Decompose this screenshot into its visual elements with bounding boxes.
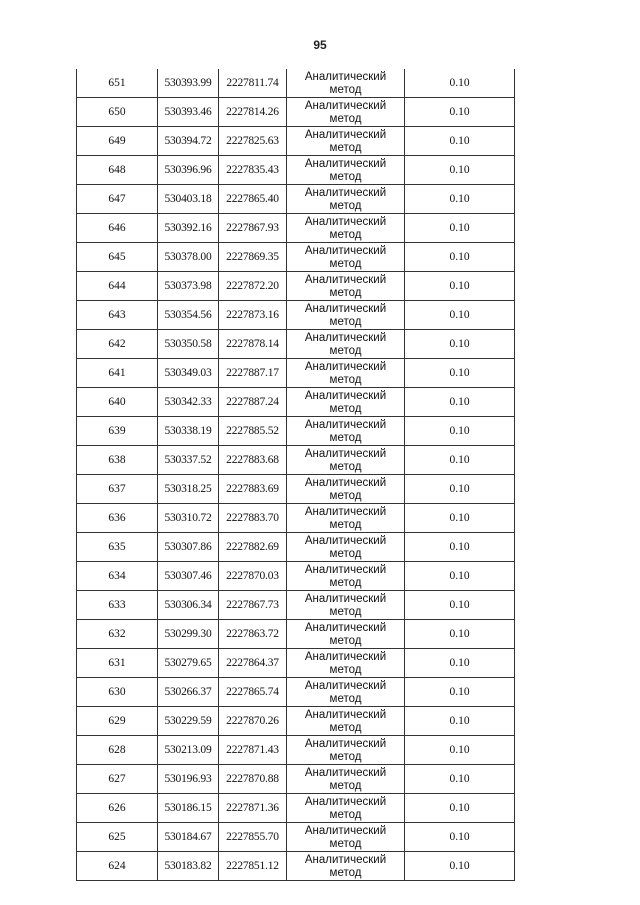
accuracy-cell: 0.10 xyxy=(405,359,515,388)
method-cell xyxy=(287,388,405,417)
y-coordinate-cell: 2227873.16 xyxy=(219,301,287,330)
table-row xyxy=(77,620,515,649)
point-number-cell: 629 xyxy=(77,707,158,736)
method-cell xyxy=(287,243,405,272)
method-cell xyxy=(287,98,405,127)
accuracy-cell: 0.10 xyxy=(405,504,515,533)
x-coordinate-cell: 530338.19 xyxy=(158,417,219,446)
table-row xyxy=(77,98,515,127)
table-row xyxy=(77,243,515,272)
y-coordinate-cell: 2227878.14 xyxy=(219,330,287,359)
x-coordinate-cell: 530396.96 xyxy=(158,156,219,185)
method-cell xyxy=(287,620,405,649)
method-line-2: метод xyxy=(329,866,362,879)
x-coordinate-cell: 530318.25 xyxy=(158,475,219,504)
method-line-1: Аналитический xyxy=(304,447,387,460)
x-coordinate-cell: 530354.56 xyxy=(158,301,219,330)
accuracy-cell: 0.10 xyxy=(405,678,515,707)
method-line-2: метод xyxy=(329,141,362,154)
point-number-cell: 647 xyxy=(77,185,158,214)
accuracy-cell: 0.10 xyxy=(405,243,515,272)
method-cell xyxy=(287,156,405,185)
method-line-1: Аналитический xyxy=(304,534,387,547)
x-coordinate-cell: 530196.93 xyxy=(158,765,219,794)
point-number-cell: 646 xyxy=(77,214,158,243)
accuracy-cell: 0.10 xyxy=(405,272,515,301)
point-number-cell: 625 xyxy=(77,823,158,852)
accuracy-cell: 0.10 xyxy=(405,446,515,475)
x-coordinate-cell: 530310.72 xyxy=(158,504,219,533)
y-coordinate-cell: 2227814.26 xyxy=(219,98,287,127)
point-number-cell: 640 xyxy=(77,388,158,417)
coordinates-table xyxy=(76,69,515,881)
accuracy-cell: 0.10 xyxy=(405,852,515,881)
table-row xyxy=(77,446,515,475)
method-cell xyxy=(287,214,405,243)
method-line-2: метод xyxy=(329,460,362,473)
x-coordinate-cell: 530307.86 xyxy=(158,533,219,562)
accuracy-cell: 0.10 xyxy=(405,69,515,98)
point-number-cell: 642 xyxy=(77,330,158,359)
accuracy-cell: 0.10 xyxy=(405,765,515,794)
method-cell xyxy=(287,417,405,446)
point-number-cell: 643 xyxy=(77,301,158,330)
x-coordinate-cell: 530229.59 xyxy=(158,707,219,736)
method-cell xyxy=(287,852,405,881)
method-line-1: Аналитический xyxy=(304,737,387,750)
point-number-cell: 630 xyxy=(77,678,158,707)
table-row xyxy=(77,823,515,852)
x-coordinate-cell: 530186.15 xyxy=(158,794,219,823)
method-line-2: метод xyxy=(329,170,362,183)
y-coordinate-cell: 2227825.63 xyxy=(219,127,287,156)
table-row xyxy=(77,185,515,214)
method-cell xyxy=(287,794,405,823)
y-coordinate-cell: 2227883.68 xyxy=(219,446,287,475)
page-number: 95 xyxy=(313,38,327,52)
method-line-1: Аналитический xyxy=(304,273,387,286)
method-line-2: метод xyxy=(329,286,362,299)
method-line-1: Аналитический xyxy=(304,302,387,315)
method-cell xyxy=(287,765,405,794)
method-cell xyxy=(287,330,405,359)
point-number-cell: 636 xyxy=(77,504,158,533)
method-line-1: Аналитический xyxy=(304,592,387,605)
method-line-1: Аналитический xyxy=(304,157,387,170)
accuracy-cell: 0.10 xyxy=(405,707,515,736)
point-number-cell: 644 xyxy=(77,272,158,301)
table-row xyxy=(77,678,515,707)
method-cell xyxy=(287,272,405,301)
x-coordinate-cell: 530403.18 xyxy=(158,185,219,214)
method-line-2: метод xyxy=(329,576,362,589)
method-line-2: метод xyxy=(329,344,362,357)
method-line-1: Аналитический xyxy=(304,215,387,228)
x-coordinate-cell: 530183.82 xyxy=(158,852,219,881)
method-line-2: метод xyxy=(329,402,362,415)
method-line-2: метод xyxy=(329,112,362,125)
method-cell xyxy=(287,591,405,620)
method-line-2: метод xyxy=(329,228,362,241)
accuracy-cell: 0.10 xyxy=(405,156,515,185)
method-line-2: метод xyxy=(329,634,362,647)
x-coordinate-cell: 530392.16 xyxy=(158,214,219,243)
accuracy-cell: 0.10 xyxy=(405,301,515,330)
method-line-2: метод xyxy=(329,837,362,850)
method-cell xyxy=(287,533,405,562)
table-row xyxy=(77,649,515,678)
point-number-cell: 641 xyxy=(77,359,158,388)
x-coordinate-cell: 530394.72 xyxy=(158,127,219,156)
method-line-1: Аналитический xyxy=(304,563,387,576)
table-row xyxy=(77,852,515,881)
method-cell xyxy=(287,736,405,765)
method-line-2: метод xyxy=(329,431,362,444)
y-coordinate-cell: 2227864.37 xyxy=(219,649,287,678)
method-line-2: метод xyxy=(329,547,362,560)
method-line-2: метод xyxy=(329,315,362,328)
x-coordinate-cell: 530266.37 xyxy=(158,678,219,707)
point-number-cell: 627 xyxy=(77,765,158,794)
accuracy-cell: 0.10 xyxy=(405,533,515,562)
accuracy-cell: 0.10 xyxy=(405,417,515,446)
method-line-1: Аналитический xyxy=(304,331,387,344)
method-cell xyxy=(287,69,405,98)
method-cell xyxy=(287,475,405,504)
accuracy-cell: 0.10 xyxy=(405,388,515,417)
method-line-1: Аналитический xyxy=(304,650,387,663)
table-row xyxy=(77,707,515,736)
method-cell xyxy=(287,301,405,330)
method-line-2: метод xyxy=(329,750,362,763)
table-row xyxy=(77,156,515,185)
method-line-2: метод xyxy=(329,808,362,821)
x-coordinate-cell: 530279.65 xyxy=(158,649,219,678)
method-line-1: Аналитический xyxy=(304,853,387,866)
method-cell xyxy=(287,446,405,475)
method-line-1: Аналитический xyxy=(304,476,387,489)
accuracy-cell: 0.10 xyxy=(405,214,515,243)
point-number-cell: 624 xyxy=(77,852,158,881)
y-coordinate-cell: 2227855.70 xyxy=(219,823,287,852)
point-number-cell: 648 xyxy=(77,156,158,185)
accuracy-cell: 0.10 xyxy=(405,794,515,823)
table-row xyxy=(77,591,515,620)
method-line-1: Аналитический xyxy=(304,244,387,257)
accuracy-cell: 0.10 xyxy=(405,185,515,214)
method-line-1: Аналитический xyxy=(304,99,387,112)
point-number-cell: 638 xyxy=(77,446,158,475)
method-line-2: метод xyxy=(329,692,362,705)
point-number-cell: 633 xyxy=(77,591,158,620)
y-coordinate-cell: 2227867.93 xyxy=(219,214,287,243)
accuracy-cell: 0.10 xyxy=(405,620,515,649)
accuracy-cell: 0.10 xyxy=(405,649,515,678)
x-coordinate-cell: 530393.99 xyxy=(158,69,219,98)
method-cell xyxy=(287,823,405,852)
method-line-2: метод xyxy=(329,779,362,792)
y-coordinate-cell: 2227870.88 xyxy=(219,765,287,794)
table-row xyxy=(77,533,515,562)
table-row xyxy=(77,736,515,765)
y-coordinate-cell: 2227882.69 xyxy=(219,533,287,562)
method-line-1: Аналитический xyxy=(304,505,387,518)
point-number-cell: 637 xyxy=(77,475,158,504)
point-number-cell: 650 xyxy=(77,98,158,127)
method-line-1: Аналитический xyxy=(304,824,387,837)
method-cell xyxy=(287,185,405,214)
table-row xyxy=(77,765,515,794)
y-coordinate-cell: 2227872.20 xyxy=(219,272,287,301)
y-coordinate-cell: 2227811.74 xyxy=(219,69,287,98)
y-coordinate-cell: 2227883.69 xyxy=(219,475,287,504)
method-line-1: Аналитический xyxy=(304,186,387,199)
accuracy-cell: 0.10 xyxy=(405,475,515,504)
table-row xyxy=(77,359,515,388)
method-line-1: Аналитический xyxy=(304,708,387,721)
point-number-cell: 635 xyxy=(77,533,158,562)
y-coordinate-cell: 2227870.26 xyxy=(219,707,287,736)
y-coordinate-cell: 2227871.43 xyxy=(219,736,287,765)
x-coordinate-cell: 530342.33 xyxy=(158,388,219,417)
point-number-cell: 628 xyxy=(77,736,158,765)
point-number-cell: 632 xyxy=(77,620,158,649)
x-coordinate-cell: 530307.46 xyxy=(158,562,219,591)
method-line-2: метод xyxy=(329,518,362,531)
x-coordinate-cell: 530213.09 xyxy=(158,736,219,765)
point-number-cell: 651 xyxy=(77,69,158,98)
table-row xyxy=(77,272,515,301)
table-row xyxy=(77,475,515,504)
method-cell xyxy=(287,562,405,591)
table-row xyxy=(77,330,515,359)
method-line-1: Аналитический xyxy=(304,418,387,431)
y-coordinate-cell: 2227871.36 xyxy=(219,794,287,823)
y-coordinate-cell: 2227835.43 xyxy=(219,156,287,185)
x-coordinate-cell: 530350.58 xyxy=(158,330,219,359)
method-line-1: Аналитический xyxy=(304,360,387,373)
point-number-cell: 626 xyxy=(77,794,158,823)
table-row xyxy=(77,794,515,823)
method-line-1: Аналитический xyxy=(304,795,387,808)
point-number-cell: 631 xyxy=(77,649,158,678)
y-coordinate-cell: 2227851.12 xyxy=(219,852,287,881)
point-number-cell: 639 xyxy=(77,417,158,446)
method-line-2: метод xyxy=(329,199,362,212)
method-line-1: Аналитический xyxy=(304,389,387,402)
method-line-1: Аналитический xyxy=(304,70,387,83)
method-line-2: метод xyxy=(329,83,362,96)
table-row xyxy=(77,69,515,98)
method-cell xyxy=(287,678,405,707)
table-row xyxy=(77,417,515,446)
y-coordinate-cell: 2227883.70 xyxy=(219,504,287,533)
method-line-2: метод xyxy=(329,663,362,676)
x-coordinate-cell: 530378.00 xyxy=(158,243,219,272)
x-coordinate-cell: 530349.03 xyxy=(158,359,219,388)
accuracy-cell: 0.10 xyxy=(405,562,515,591)
method-line-2: метод xyxy=(329,489,362,502)
method-line-2: метод xyxy=(329,257,362,270)
y-coordinate-cell: 2227870.03 xyxy=(219,562,287,591)
y-coordinate-cell: 2227887.24 xyxy=(219,388,287,417)
y-coordinate-cell: 2227869.35 xyxy=(219,243,287,272)
method-cell xyxy=(287,504,405,533)
table-row xyxy=(77,214,515,243)
x-coordinate-cell: 530184.67 xyxy=(158,823,219,852)
method-line-1: Аналитический xyxy=(304,128,387,141)
method-cell xyxy=(287,127,405,156)
method-line-2: метод xyxy=(329,721,362,734)
y-coordinate-cell: 2227867.73 xyxy=(219,591,287,620)
table-row xyxy=(77,127,515,156)
method-line-1: Аналитический xyxy=(304,621,387,634)
table-row xyxy=(77,388,515,417)
table-row xyxy=(77,504,515,533)
x-coordinate-cell: 530299.30 xyxy=(158,620,219,649)
method-line-1: Аналитический xyxy=(304,679,387,692)
x-coordinate-cell: 530306.34 xyxy=(158,591,219,620)
table-row xyxy=(77,301,515,330)
y-coordinate-cell: 2227865.40 xyxy=(219,185,287,214)
method-cell xyxy=(287,649,405,678)
accuracy-cell: 0.10 xyxy=(405,736,515,765)
y-coordinate-cell: 2227885.52 xyxy=(219,417,287,446)
point-number-cell: 634 xyxy=(77,562,158,591)
accuracy-cell: 0.10 xyxy=(405,823,515,852)
method-line-2: метод xyxy=(329,373,362,386)
coordinates-table-body xyxy=(77,69,515,881)
point-number-cell: 649 xyxy=(77,127,158,156)
accuracy-cell: 0.10 xyxy=(405,330,515,359)
method-cell xyxy=(287,707,405,736)
method-cell xyxy=(287,359,405,388)
x-coordinate-cell: 530337.52 xyxy=(158,446,219,475)
x-coordinate-cell: 530393.46 xyxy=(158,98,219,127)
table-row xyxy=(77,562,515,591)
accuracy-cell: 0.10 xyxy=(405,591,515,620)
method-line-1: Аналитический xyxy=(304,766,387,779)
y-coordinate-cell: 2227887.17 xyxy=(219,359,287,388)
method-line-2: метод xyxy=(329,605,362,618)
point-number-cell: 645 xyxy=(77,243,158,272)
x-coordinate-cell: 530373.98 xyxy=(158,272,219,301)
y-coordinate-cell: 2227863.72 xyxy=(219,620,287,649)
y-coordinate-cell: 2227865.74 xyxy=(219,678,287,707)
accuracy-cell: 0.10 xyxy=(405,127,515,156)
accuracy-cell: 0.10 xyxy=(405,98,515,127)
